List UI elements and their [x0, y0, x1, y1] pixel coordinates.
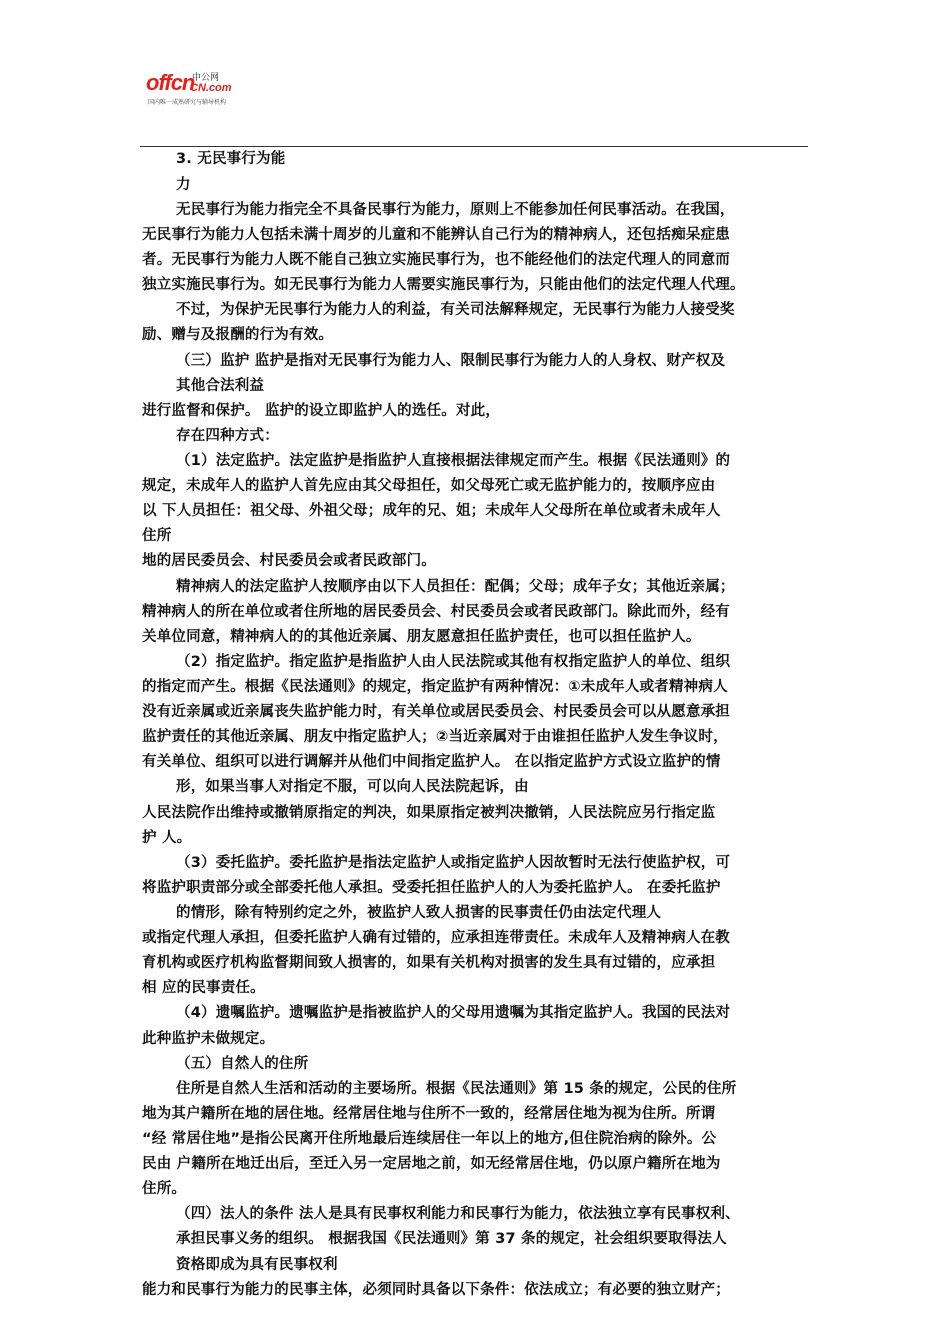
text-line: （四）法人的条件 法人是具有民事权利能力和民事行为能力，依法独立享有民事权利、 — [176, 1206, 740, 1222]
logo-domain: CN.com — [190, 82, 232, 94]
text-line: 无民事行为能力人包括未满十周岁的儿童和不能辨认自己行为的精神病人，还包括痴呆症患 — [142, 227, 730, 243]
text-line: 其他合法利益 — [176, 378, 265, 394]
text-line: 承担民事义务的组织。 根据我国《民法通则》第 37 条的规定，社会组织要取得法人 — [176, 1231, 727, 1247]
text-line: 相 应的民事责任。 — [142, 980, 265, 996]
text-line: 无民事行为能力指完全不具备民事行为能力，原则上不能参加任何民事活动。在我国， — [176, 202, 735, 218]
text-line: 关单位同意，精神病人的的其他近亲属、朋友愿意担任监护责任，也可以担任监护人。 — [142, 629, 701, 645]
text-line: （3）委托监护。委托监护是指法定监护人或指定监护人因故暂时无法行使监护权，可 — [176, 855, 731, 871]
text-line: 进行监督和保护。 监护的设立即监护人的选任。对此， — [142, 403, 501, 419]
text-line: （1）法定监护。法定监护是指监护人直接根据法律规定而产生。根据《民法通则》的 — [176, 453, 731, 469]
text-line: 没有近亲属或近亲属丧失监护能力时，有关单位或居民委员会、村民委员会可以从愿意承担 — [142, 704, 730, 720]
text-line: 资格即成为具有民事权利 — [176, 1257, 338, 1273]
text-line: （2）指定监护。指定监护是指监护人由人民法院或其他有权指定监护人的单位、组织 — [176, 654, 731, 670]
text-line: 护 人。 — [142, 830, 192, 846]
logo-mark: offcn — [146, 70, 195, 95]
text-line: 能力和民事行为能力的民事主体，必须同时具备以下条件：依法成立；有必要的独立财产； — [142, 1282, 730, 1298]
text-line: 力 — [176, 177, 191, 193]
text-line: 精神病人的所在单位或者住所地的居民委员会、村民委员会或者民政部门。除此而外，经有 — [142, 604, 730, 620]
header-divider — [140, 146, 808, 147]
text-line: 地为其户籍所在地的居住地。经常居住地与住所不一致的，经常居住地为视为住所。所谓 — [142, 1106, 716, 1122]
text-line: 独立实施民事行为。如无民事行为能力人需要实施民事行为，只能由他们的法定代理人代理。 — [142, 277, 745, 293]
text-line: 住所是自然人生活和活动的主要场所。根据《民法通则》第 15 条的规定，公民的住所 — [176, 1081, 737, 1097]
logo-cn-text: 中公网 — [192, 73, 220, 83]
logo-tagline: 国内唯一成熟研究与辅导机构 — [148, 99, 227, 106]
text-line: 有关单位、组织可以进行调解并从他们中间指定监护人。 在以指定监护方式设立监护的情 — [142, 754, 721, 770]
text-line: 育机构或医疗机构监督期间致人损害的，如果有关机构对损害的发生具有过错的，应承担 — [142, 955, 716, 971]
text-line: （三）监护 监护是指对无民事行为能力人、限制民事行为能力人的人身权、财产权及 — [176, 353, 726, 369]
text-line: 的指定而产生。根据《民法通则》的规定，指定监护有两种情况：①未成年人或者精神病人 — [142, 679, 728, 695]
text-line: 者。无民事行为能力人既不能自己独立实施民事行为，也不能经他们的法定代理人的同意而 — [142, 252, 730, 268]
text-line: 3. 无民事行为能 — [176, 151, 286, 167]
text-line: 此种监护未做规定。 — [142, 1031, 275, 1047]
text-line: 人民法院作出维持或撤销原指定的判决，如果原指定被判决撤销，人民法院应另行指定监 — [142, 805, 716, 821]
text-line: 存在四种方式： — [176, 428, 279, 444]
text-line: 不过，为保护无民事行为能力人的利益，有关司法解释规定，无民事行为能力人接受奖 — [176, 302, 735, 318]
text-line: 规定，未成年人的监护人首先应由其父母担任，如父母死亡或无监护能力的，按顺序应由 — [142, 478, 716, 494]
text-line: 住所。 — [142, 1181, 187, 1197]
text-line: 住所 — [142, 528, 172, 544]
text-line: 将监护职责部分或全部委托他人承担。受委托担任监护人的人为委托监护人。 在委托监护 — [142, 880, 721, 896]
text-line: 形，如果当事人对指定不服，可以向人民法院起诉，由 — [176, 779, 529, 795]
text-line: 的情形，除有特别约定之外，被监护人致人损害的民事责任仍由法定代理人 — [176, 905, 662, 921]
text-line: 精神病人的法定监护人按顺序由以下人员担任：配偶；父母；成年子女；其他近亲属； — [176, 579, 735, 595]
text-line: 以 下人员担任：祖父母、外祖父母；成年的兄、姐；未成年人父母所在单位或者未成年人 — [142, 503, 721, 519]
text-line: 监护责任的其他近亲属、朋友中指定监护人；②当近亲属对于由谁担任监护人发生争议时， — [142, 729, 728, 745]
text-line: （4）遗嘱监护。遗嘱监护是指被监护人的父母用遗嘱为其指定监护人。我国的民法对 — [176, 1005, 731, 1021]
text-line: 或指定代理人承担，但委托监护人确有过错的，应承担连带责任。未成年人及精神病人在教 — [142, 930, 730, 946]
text-line: “经 常居住地”是指公民离开住所地最后连续居住一年以上的地方,但住院治病的除外。公 — [142, 1131, 717, 1147]
text-line: 地的居民委员会、村民委员会或者民政部门。 — [142, 553, 436, 569]
text-line: （五）自然人的住所 — [176, 1056, 309, 1072]
text-line: 民由 户籍所在地迁出后，至迁入另一定居地之前，如无经常居住地，仍以原户籍所在地为 — [142, 1156, 721, 1172]
offcn-logo — [146, 68, 266, 108]
text-line: 励、赠与及报酬的行为有效。 — [142, 327, 334, 343]
